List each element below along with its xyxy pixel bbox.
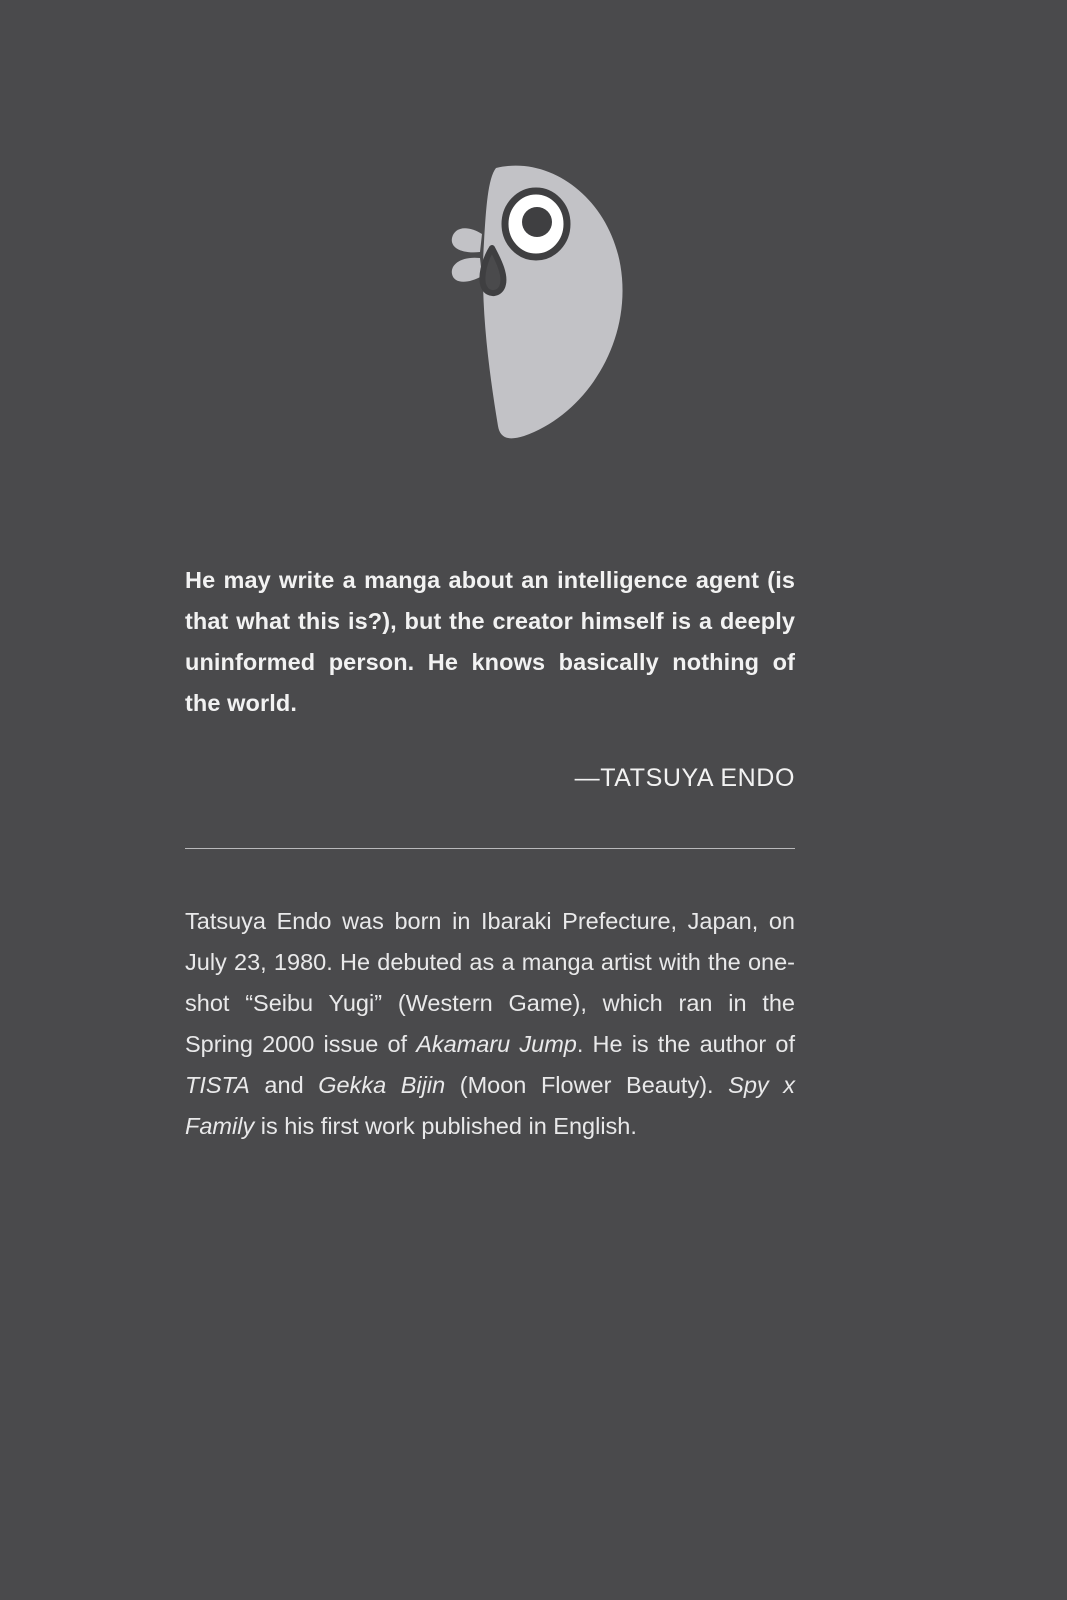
bio-text: and	[249, 1072, 319, 1098]
bio-text: . He is the author of	[576, 1031, 795, 1057]
bio-text: (Moon Flower Beauty).	[445, 1072, 729, 1098]
bio-text: is his first work published in English.	[254, 1113, 637, 1139]
tuft-lower	[451, 258, 481, 282]
text-column	[185, 560, 795, 1147]
quote-attribution: —TATSUYA ENDO	[574, 764, 795, 792]
bio-title-italic: Gekka Bijin	[318, 1072, 446, 1098]
section-divider	[185, 848, 795, 849]
bio-title-italic: TISTA	[185, 1072, 250, 1098]
peanut-head-icon	[404, 150, 664, 450]
pull-quote: He may write a manga about an intelligence agent (is that what this is?), but the creator himself is a deeply uninformed person. He knows basically nothing of the world.	[185, 567, 795, 716]
bio-title-italic: Akamaru Jump	[416, 1031, 577, 1057]
bio-title-italic: Spy x Family	[185, 1072, 795, 1139]
tuft-upper	[451, 228, 481, 252]
author-biography	[185, 901, 795, 1147]
eye-pupil	[522, 207, 552, 237]
mascot-illustration	[0, 150, 1067, 470]
bio-text: Tatsuya Endo was born in Ibaraki Prefecture, Japan, on July 23, 1980. He debuted as a manga artist with the one-shot “Seibu Yugi” (Western Game), which ran in the Spring 2000 issue of	[185, 908, 795, 1057]
